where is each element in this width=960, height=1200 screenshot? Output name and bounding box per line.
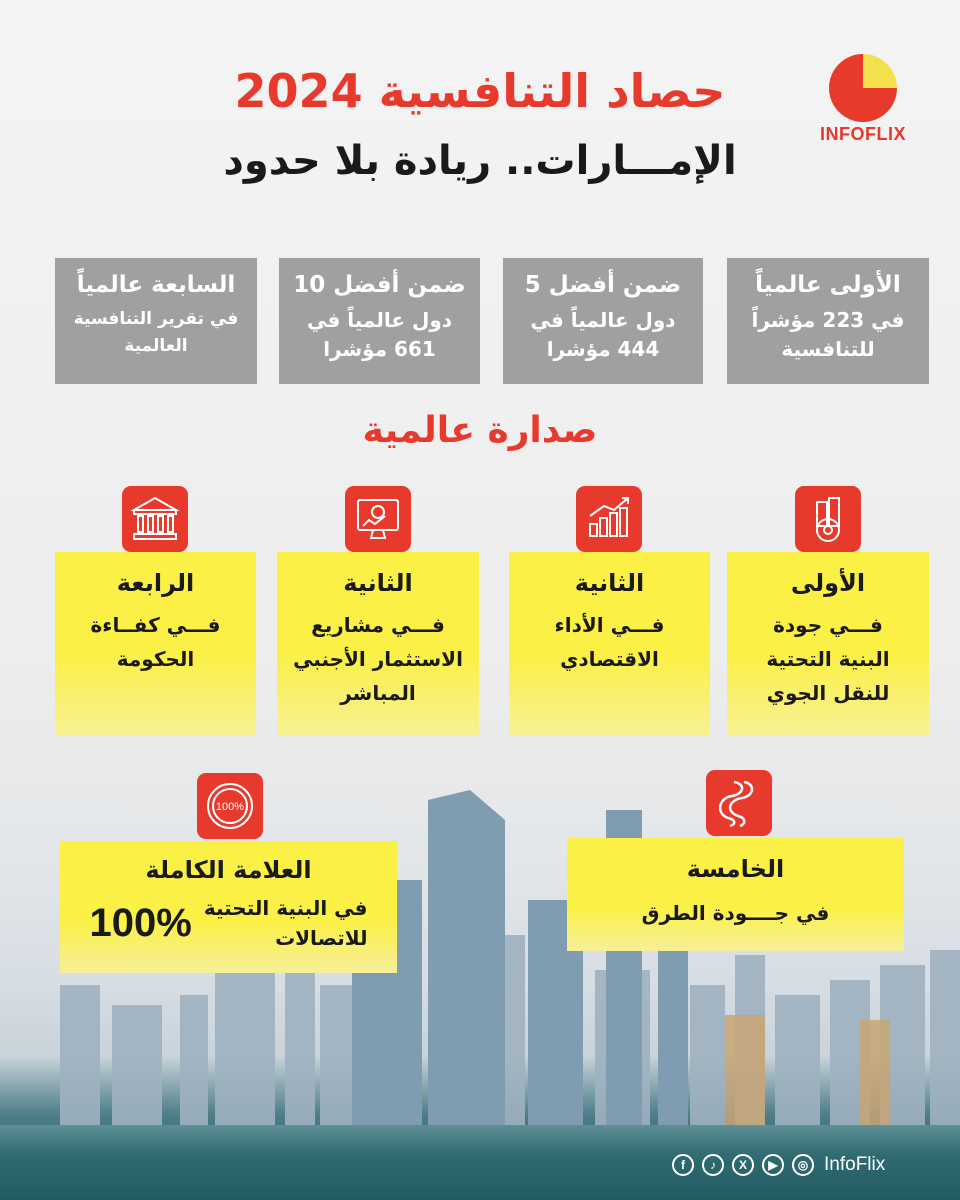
ranking-line: الاقتصادي [560,647,659,671]
tiktok-icon[interactable]: ♪ [702,1154,724,1176]
telecom-card [60,841,397,973]
telecom-head: العلامة الكاملة [145,856,312,884]
telecom-row [60,893,397,953]
stat-line: في 223 مؤشراً [751,308,905,332]
stat-line: للتنافسية [781,337,875,361]
road-icon [706,770,772,836]
stat-head: السابعة عالمياً [76,272,236,298]
building-gear-icon [795,486,861,552]
stat-body [727,306,929,364]
roads-card [567,838,904,951]
ranking-line: البنية التحتية [766,647,890,671]
percent-badge-icon [197,773,263,839]
stat-box-3 [279,258,480,384]
telecom-percent: 100% [89,900,192,945]
ranking-head: الثانية [574,569,645,597]
ranking-card-2 [509,552,710,736]
section-title: صدارة عالمية [362,410,598,451]
ranking-line: الاستثمار الأجنبي [293,647,463,671]
ranking-line: فـــي كفــاءة [90,613,221,637]
badge-text: 100% [215,801,245,813]
stat-body [279,306,480,364]
stat-head: ضمن أفضل 5 [524,272,682,298]
stat-line: 444 مؤشرا [546,337,660,361]
stat-line: دول عالمياً في [306,308,453,332]
social-bar [672,1152,885,1178]
stat-box-4 [55,258,257,384]
ranking-line: فـــي جودة [773,613,883,637]
stat-body [503,306,703,364]
ranking-card-4 [55,552,256,736]
stat-line: دول عالمياً في [530,308,676,332]
ranking-body [55,608,256,676]
youtube-icon[interactable]: ▶ [762,1154,784,1176]
ranking-line: فـــي الأداء [554,613,665,637]
ranking-body [727,608,929,710]
ranking-card-3 [277,552,479,736]
stat-head: الأولى عالمياً [755,272,901,298]
ranking-line: فـــي مشاريع [311,613,445,637]
x-icon[interactable]: X [732,1154,754,1176]
social-handle[interactable]: InfoFlix [824,1154,886,1175]
bar-chart-growth-icon [576,486,642,552]
ranking-head: الثانية [343,569,413,597]
facebook-icon[interactable]: f [672,1154,694,1176]
investment-monitor-icon [345,486,411,552]
ranking-body [277,608,479,710]
stat-body [55,306,257,360]
stat-box-2 [503,258,703,384]
ranking-line: الحكومة [116,647,195,671]
main-title: حصاد التنافسية 2024 [234,64,726,118]
ranking-line: المباشر [340,681,416,705]
stat-line: العالمية [124,336,188,356]
ranking-line: للنقل الجوي [766,681,890,705]
brand-name: INFOFLIX [820,124,906,144]
telecom-line: للاتصالات [275,926,368,950]
stat-head: ضمن أفضل 10 [293,272,466,298]
bank-icon [122,486,188,552]
stat-line: 661 مؤشرا [323,337,436,361]
roads-body: في جــــودة الطرق [641,901,830,925]
ranking-head: الرابعة [116,569,195,597]
stat-line: في تقرير التنافسية [73,309,239,329]
ranking-head: الأولى [790,569,866,597]
ranking-body [509,608,710,676]
instagram-icon[interactable]: ◎ [792,1154,814,1176]
telecom-body [204,893,368,953]
subtitle: الإمـــارات.. ريادة بلا حدود [223,138,737,184]
stat-box-1 [727,258,929,384]
ranking-card-1 [727,552,929,736]
telecom-line: في البنية التحتية [203,896,368,920]
roads-head: الخامسة [686,855,785,883]
